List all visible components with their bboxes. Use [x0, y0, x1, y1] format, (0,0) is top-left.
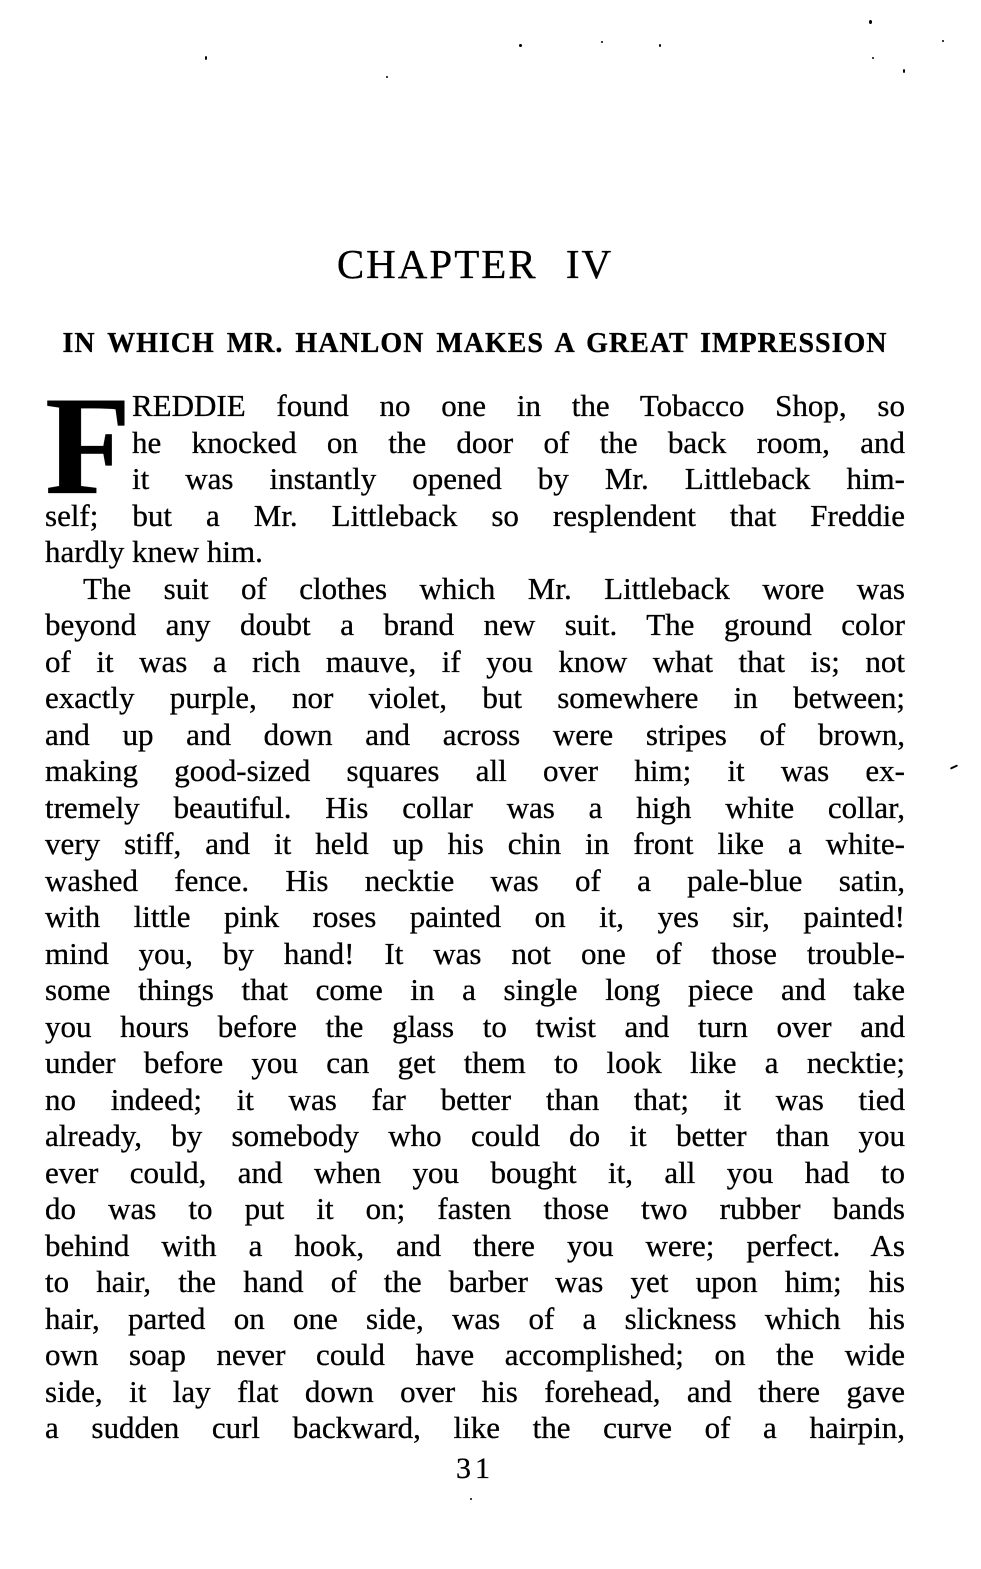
page-body	[45, 368, 905, 1447]
text-line: under before you can get them to look like a necktie;	[45, 1045, 905, 1080]
text-line: hardly knew him.	[45, 534, 263, 569]
scan-speck	[519, 44, 522, 47]
text-line: do was to put it on; fasten those two rubber bands	[45, 1191, 905, 1226]
text-line: and up and down and across were stripes of brown,	[45, 716, 905, 752]
scan-speck	[872, 57, 874, 59]
text-line: behind with a hook, and there you were; perfect. As	[45, 1227, 905, 1263]
page-number: 31	[456, 1452, 494, 1485]
scan-speck	[470, 1498, 472, 1500]
scan-speck	[386, 76, 388, 78]
drop-cap-initial: F	[45, 368, 132, 524]
text-line: side, it lay flat down over his forehead, and there gave	[45, 1373, 905, 1409]
text-line: exactly purple, nor violet, but somewhere in between;	[45, 680, 905, 715]
text-line: of it was a rich mauve, if you know what that is; not	[45, 643, 905, 679]
text-line: making good-sized squares all over him; it was ex-	[45, 753, 905, 788]
text-line: no indeed; it was far better than that; it was tied	[45, 1081, 905, 1117]
chapter-subtitle: IN WHICH MR. HANLON MAKES A GREAT IMPRESSION	[62, 328, 888, 359]
scan-speck	[869, 20, 872, 24]
text-line: with little pink roses painted on it, yes sir, painted!	[45, 899, 905, 934]
text-line: he knocked on the door of the back room, and	[132, 424, 905, 460]
text-line: mind you, by hand! It was not one of those trouble-	[45, 935, 905, 971]
scan-speck	[205, 56, 207, 60]
text-line: tremely beautiful. His collar was a high white collar,	[45, 789, 905, 825]
scan-speck	[659, 44, 661, 47]
text-line: REDDIE found no one in the Tobacco Shop, so	[132, 388, 905, 423]
scan-speck	[950, 764, 958, 769]
text-line: it was instantly opened by Mr. Littleback him-	[132, 461, 905, 496]
scan-speck	[601, 41, 603, 43]
text-line: you hours before the glass to twist and turn over and	[45, 1008, 905, 1044]
text-line: ever could, and when you bought it, all you had to	[45, 1154, 905, 1190]
text-line: washed fence. His necktie was of a pale-blue satin,	[45, 862, 905, 898]
text-line: already, by somebody who could do it better than you	[45, 1118, 905, 1153]
scan-speck	[903, 69, 905, 73]
text-line: a sudden curl backward, like the curve of a hairpin,	[45, 1410, 905, 1445]
text-line: some things that come in a single long piece and take	[45, 972, 905, 1007]
text-line: self; but a Mr. Littleback so resplendent that Freddie	[45, 497, 905, 533]
text-line: very stiff, and it held up his chin in front like a white-	[45, 826, 905, 861]
text-line: own soap never could have accomplished; on the wide	[45, 1337, 905, 1372]
text-line: hair, parted on one side, was of a slickness which his	[45, 1300, 905, 1336]
text-line: The suit of clothes which Mr. Littleback wore was	[83, 570, 905, 606]
text-line: to hair, the hand of the barber was yet upon him; his	[45, 1264, 905, 1299]
chapter-title: CHAPTER IV	[336, 241, 614, 287]
scan-speck	[942, 40, 944, 42]
text-line: beyond any doubt a brand new suit. The ground color	[45, 607, 905, 642]
